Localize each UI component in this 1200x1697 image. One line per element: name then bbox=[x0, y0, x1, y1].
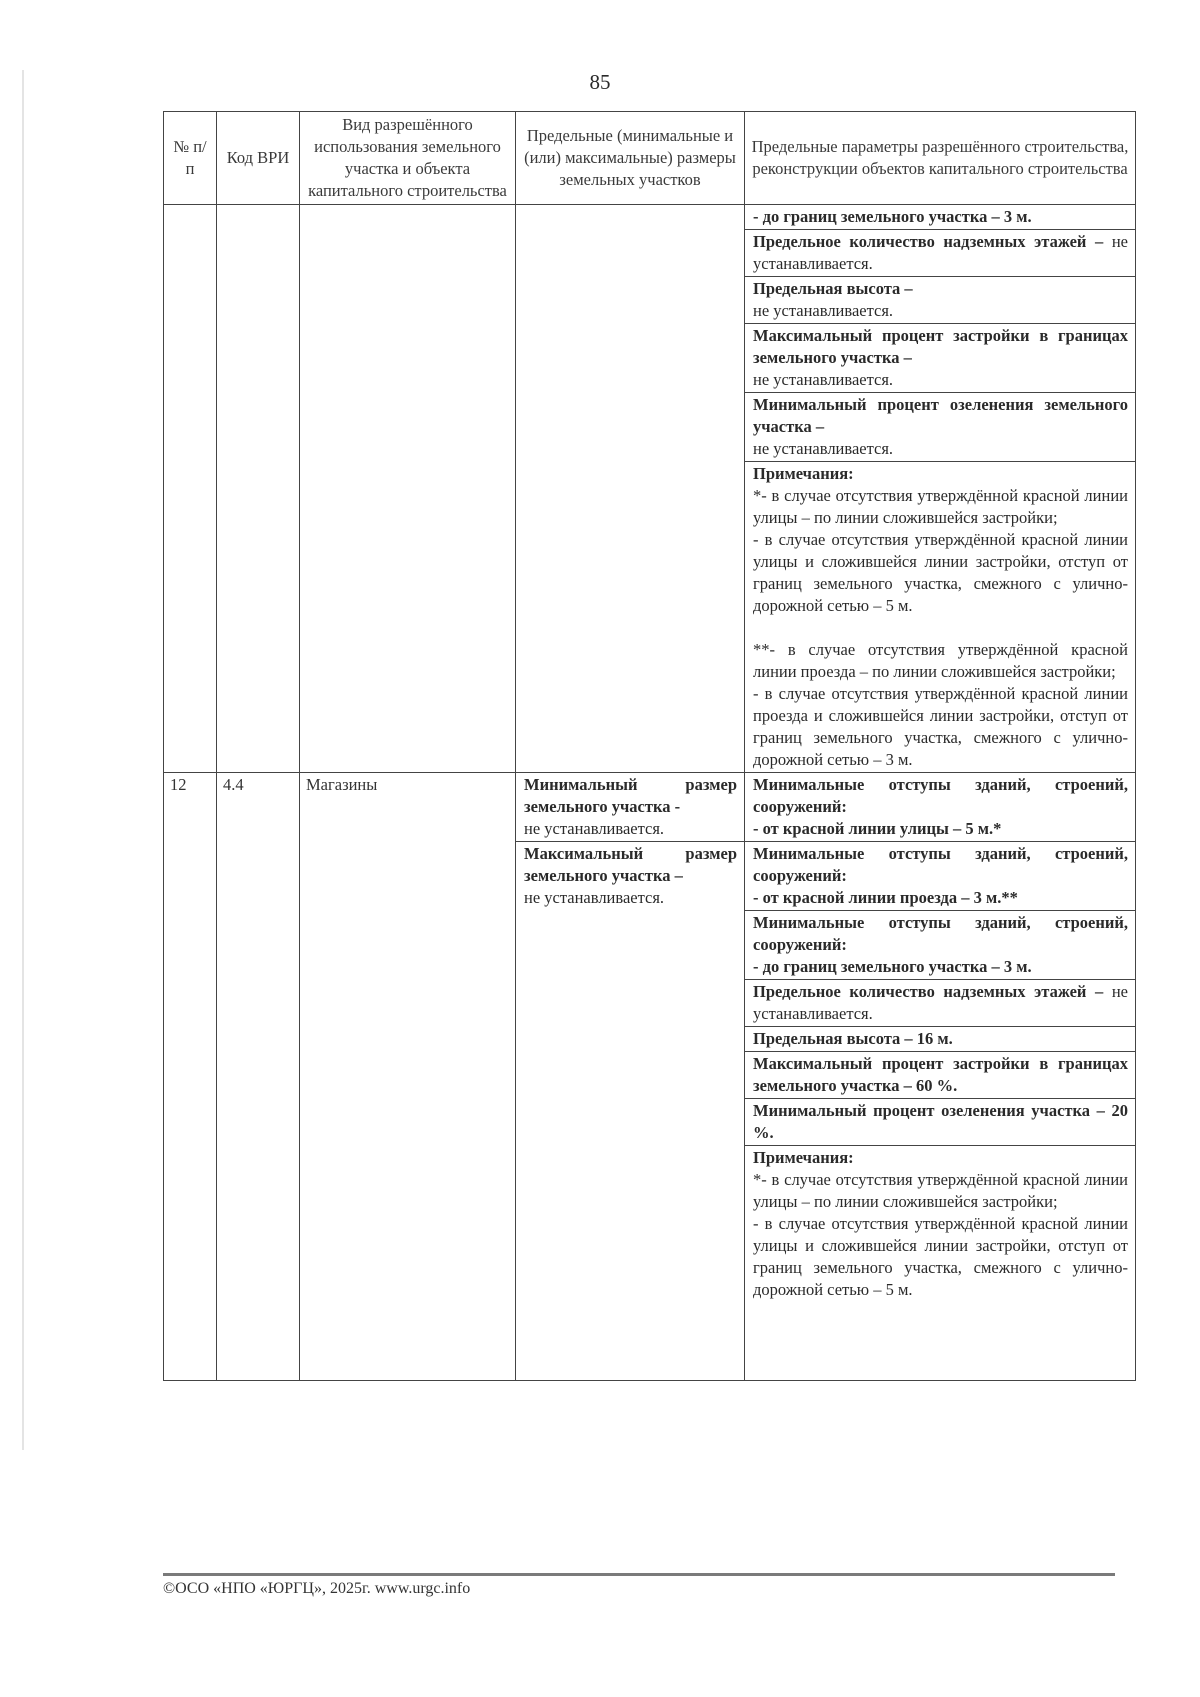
header-params: Предельные параметры разрешённого строительства, реконструкции объектов капитального строительства bbox=[745, 112, 1136, 205]
cont-p1-text: - до границ земельного участка – 3 м. bbox=[753, 207, 1032, 226]
row12-p6-bold: Максимальный процент застройки в границах земельного участка – 60 %. bbox=[753, 1054, 1128, 1095]
notes-gap bbox=[753, 617, 1128, 639]
cont-param-4 bbox=[745, 324, 1136, 393]
cont-notes-title: Примечания: bbox=[753, 464, 854, 483]
row12-notes bbox=[745, 1146, 1136, 1381]
cont-p4-bold: Максимальный процент застройки в границах земельного участка – bbox=[753, 326, 1128, 367]
row12-size-max-bold: Максимальный размер земельного участка – bbox=[524, 844, 737, 885]
row12-size-max bbox=[516, 842, 745, 1381]
table-row bbox=[164, 773, 1136, 842]
table-row bbox=[164, 205, 1136, 230]
cont-size-cell bbox=[516, 205, 745, 773]
cont-note-4: - в случае отсутствия утверждённой красной линии проезда и сложившейся линии застройки, отступ от границ земельного участка, смежного с улично-дорожной сетью – 3 м. bbox=[753, 684, 1128, 769]
row12-code: 4.4 bbox=[217, 773, 300, 1381]
row12-p4-bold: Предельное количество надземных этажей – bbox=[753, 982, 1104, 1001]
cont-p3-rest: не устанавливается. bbox=[753, 301, 894, 320]
header-use: Вид разрешённого использования земельного участка и объекта капитального строительства bbox=[300, 112, 516, 205]
row12-p4-rest: не устанавливается. bbox=[753, 982, 1128, 1023]
regulations-table bbox=[163, 111, 1136, 1381]
row12-size-min-bold: Минимальный размер земельного участка - bbox=[524, 775, 737, 816]
row12-notes-title: Примечания: bbox=[753, 1148, 854, 1167]
cont-param-5 bbox=[745, 393, 1136, 462]
row12-param-7 bbox=[745, 1099, 1136, 1146]
cont-param-2 bbox=[745, 230, 1136, 277]
cont-use-cell bbox=[300, 205, 516, 773]
page-number: 85 bbox=[589, 70, 611, 94]
cont-param-1 bbox=[745, 205, 1136, 230]
cont-note-3: **- в случае отсутствия утверждённой красной линии проезда – по линии сложившейся застройки; bbox=[753, 640, 1128, 681]
row12-p3-line: - до границ земельного участка – 3 м. bbox=[753, 957, 1032, 976]
row12-param-3 bbox=[745, 911, 1136, 980]
row12-size-min bbox=[516, 773, 745, 842]
row12-note-1: *- в случае отсутствия утверждённой красной линии улицы – по линии сложившейся застройки; bbox=[753, 1170, 1128, 1211]
footer-copyright: ©ОСО «НПО «ЮРГЦ», 2025г. www.urgc.info bbox=[163, 1580, 471, 1597]
cont-p3-bold: Предельная высота – bbox=[753, 279, 913, 298]
cont-p5-bold: Минимальный процент озеленения земельного участка – bbox=[753, 395, 1128, 436]
cont-p2-rest: не устанавливается. bbox=[753, 232, 1128, 273]
cont-notes bbox=[745, 462, 1136, 773]
row12-param-6 bbox=[745, 1052, 1136, 1099]
row12-note-2: - в случае отсутствия утверждённой красной линии улицы и сложившейся линии застройки, отступ от границ земельного участка, смежного с улично-дорожной сетью – 5 м. bbox=[753, 1214, 1128, 1299]
row12-p1-line: - от красной линии улицы – 5 м.* bbox=[753, 819, 1002, 838]
row12-num: 12 bbox=[164, 773, 217, 1381]
row12-param-1 bbox=[745, 773, 1136, 842]
header-num: № п/п bbox=[164, 112, 217, 205]
row12-size-max-rest: не устанавливается. bbox=[524, 888, 665, 907]
row12-p2-line: - от красной линии проезда – 3 м.** bbox=[753, 888, 1018, 907]
row12-p3-bold: Минимальные отступы зданий, строений, сооружений: bbox=[753, 913, 1128, 954]
row12-size-min-rest: не устанавливается. bbox=[524, 819, 665, 838]
scan-margin-line bbox=[22, 70, 24, 1450]
row12-p2-bold: Минимальные отступы зданий, строений, сооружений: bbox=[753, 844, 1128, 885]
cont-p2-bold: Предельное количество надземных этажей – bbox=[753, 232, 1104, 251]
row12-p1-bold: Минимальные отступы зданий, строений, сооружений: bbox=[753, 775, 1128, 816]
cont-code-cell bbox=[217, 205, 300, 773]
row12-param-4 bbox=[745, 980, 1136, 1027]
header-code: Код ВРИ bbox=[217, 112, 300, 205]
footer-rule bbox=[163, 1573, 1115, 1576]
cont-num-cell bbox=[164, 205, 217, 773]
header-size: Предельные (минимальные и (или) максимальные) размеры земельных участков bbox=[516, 112, 745, 205]
cont-param-3 bbox=[745, 277, 1136, 324]
cont-p4-rest: не устанавливается. bbox=[753, 370, 894, 389]
row12-param-5 bbox=[745, 1027, 1136, 1052]
row12-p7-bold: Минимальный процент озеленения участка – 20 %. bbox=[753, 1101, 1128, 1142]
row12-use: Магазины bbox=[300, 773, 516, 1381]
row12-p5-bold: Предельная высота – 16 м. bbox=[753, 1029, 953, 1048]
cont-note-2: - в случае отсутствия утверждённой красной линии улицы и сложившейся линии застройки, отступ от границ земельного участка, смежного с улично-дорожной сетью – 5 м. bbox=[753, 530, 1128, 615]
row12-param-2 bbox=[745, 842, 1136, 911]
cont-note-1: *- в случае отсутствия утверждённой красной линии улицы – по линии сложившейся застройки; bbox=[753, 486, 1128, 527]
table-header-row bbox=[164, 112, 1136, 205]
cont-p5-rest: не устанавливается. bbox=[753, 439, 894, 458]
